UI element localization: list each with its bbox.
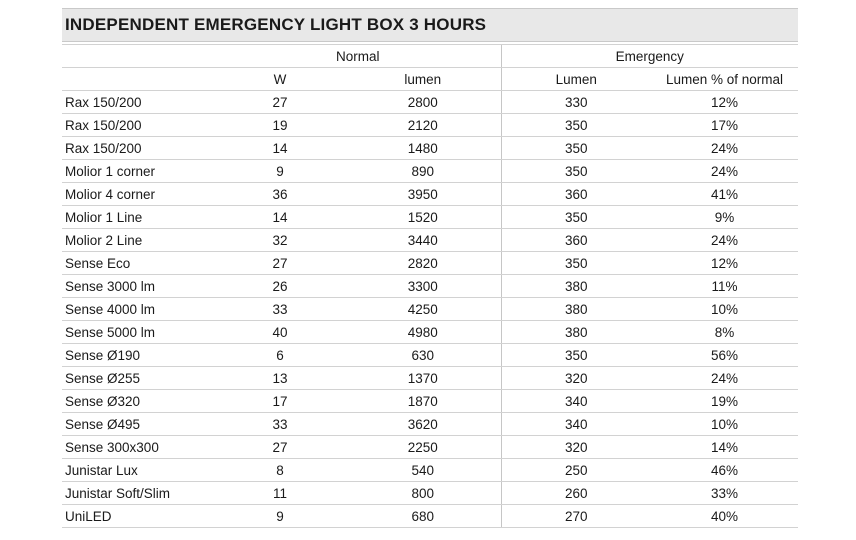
lumen-cell: 2120 (345, 114, 501, 137)
watt-cell: 9 (215, 505, 345, 528)
emergency-lumen-cell: 360 (501, 229, 651, 252)
lumen-cell: 2250 (345, 436, 501, 459)
lumen-cell: 1370 (345, 367, 501, 390)
watt-cell: 36 (215, 183, 345, 206)
product-name-cell: UniLED (62, 505, 215, 528)
emergency-lumen-cell: 340 (501, 413, 651, 436)
table-row (62, 275, 798, 298)
emergency-lumen-cell: 350 (501, 160, 651, 183)
lumen-cell: 630 (345, 344, 501, 367)
product-name-cell: Molior 1 Line (62, 206, 215, 229)
emergency-lumen-cell: 320 (501, 436, 651, 459)
emergency-lumen-cell: 380 (501, 275, 651, 298)
emergency-light-table-sheet (62, 8, 798, 528)
table-row (62, 91, 798, 114)
watt-cell: 26 (215, 275, 345, 298)
product-name-cell: Sense 5000 lm (62, 321, 215, 344)
column-header-row (62, 68, 798, 91)
table-row (62, 114, 798, 137)
product-name-cell: Sense 300x300 (62, 436, 215, 459)
watt-cell: 40 (215, 321, 345, 344)
lumen-cell: 3440 (345, 229, 501, 252)
lumen-cell: 540 (345, 459, 501, 482)
product-name-cell: Rax 150/200 (62, 91, 215, 114)
emergency-lumen-cell: 250 (501, 459, 651, 482)
emergency-percent-cell: 40% (651, 505, 798, 528)
table-row (62, 390, 798, 413)
product-name-cell: Sense Ø255 (62, 367, 215, 390)
emergency-percent-cell: 10% (651, 298, 798, 321)
emergency-lumen-column-header: Lumen (501, 68, 651, 91)
emergency-lumen-cell: 340 (501, 390, 651, 413)
product-name-cell: Sense Ø190 (62, 344, 215, 367)
table-row (62, 206, 798, 229)
watt-cell: 14 (215, 206, 345, 229)
watt-cell: 14 (215, 137, 345, 160)
product-name-cell: Molior 2 Line (62, 229, 215, 252)
emergency-percent-cell: 14% (651, 436, 798, 459)
product-name-cell: Sense Ø495 (62, 413, 215, 436)
emergency-percent-cell: 56% (651, 344, 798, 367)
data-table (62, 44, 798, 528)
table-body (62, 91, 798, 528)
table-row (62, 321, 798, 344)
lumen-cell: 1520 (345, 206, 501, 229)
lumen-cell: 4980 (345, 321, 501, 344)
watt-cell: 9 (215, 160, 345, 183)
watt-cell: 33 (215, 298, 345, 321)
product-name-cell: Rax 150/200 (62, 114, 215, 137)
emergency-percent-cell: 8% (651, 321, 798, 344)
watt-column-header: W (215, 68, 345, 91)
group-header-row (62, 45, 798, 68)
product-name-cell: Molior 1 corner (62, 160, 215, 183)
emergency-lumen-cell: 270 (501, 505, 651, 528)
emergency-lumen-cell: 380 (501, 298, 651, 321)
lumen-cell: 1870 (345, 390, 501, 413)
table-row (62, 344, 798, 367)
emergency-percent-cell: 12% (651, 252, 798, 275)
lumen-cell: 1480 (345, 137, 501, 160)
product-name-cell: Sense 4000 lm (62, 298, 215, 321)
emergency-lumen-cell: 320 (501, 367, 651, 390)
table-row (62, 183, 798, 206)
emergency-percent-cell: 10% (651, 413, 798, 436)
emergency-percent-cell: 24% (651, 160, 798, 183)
product-column-spacer (62, 45, 215, 68)
emergency-lumen-cell: 330 (501, 91, 651, 114)
product-name-cell: Sense 3000 lm (62, 275, 215, 298)
product-name-cell: Rax 150/200 (62, 137, 215, 160)
table-row (62, 367, 798, 390)
product-name-cell: Sense Eco (62, 252, 215, 275)
emergency-percent-cell: 41% (651, 183, 798, 206)
lumen-cell: 890 (345, 160, 501, 183)
emergency-percent-cell: 24% (651, 367, 798, 390)
lumen-cell: 3300 (345, 275, 501, 298)
emergency-group-header: Emergency (501, 45, 798, 68)
page-title: INDEPENDENT EMERGENCY LIGHT BOX 3 HOURS (65, 15, 487, 34)
emergency-percent-cell: 9% (651, 206, 798, 229)
lumen-cell: 3620 (345, 413, 501, 436)
emergency-percent-cell: 24% (651, 229, 798, 252)
watt-cell: 32 (215, 229, 345, 252)
watt-cell: 8 (215, 459, 345, 482)
lumen-column-header: lumen (345, 68, 501, 91)
lumen-cell: 800 (345, 482, 501, 505)
table-title-bar (62, 8, 798, 42)
product-column-header (62, 68, 215, 91)
emergency-percent-cell: 12% (651, 91, 798, 114)
product-name-cell: Molior 4 corner (62, 183, 215, 206)
table-row (62, 252, 798, 275)
emergency-lumen-cell: 380 (501, 321, 651, 344)
watt-cell: 27 (215, 252, 345, 275)
emergency-percent-cell: 11% (651, 275, 798, 298)
emergency-percent-cell: 24% (651, 137, 798, 160)
table-row (62, 436, 798, 459)
lumen-cell: 4250 (345, 298, 501, 321)
table-row (62, 160, 798, 183)
watt-cell: 27 (215, 91, 345, 114)
table-row (62, 413, 798, 436)
watt-cell: 27 (215, 436, 345, 459)
product-name-cell: Junistar Soft/Slim (62, 482, 215, 505)
emergency-lumen-cell: 350 (501, 206, 651, 229)
emergency-percent-column-header: Lumen % of normal (651, 68, 798, 91)
watt-cell: 6 (215, 344, 345, 367)
product-name-cell: Sense Ø320 (62, 390, 215, 413)
emergency-percent-cell: 33% (651, 482, 798, 505)
table-row (62, 229, 798, 252)
normal-group-header: Normal (215, 45, 501, 68)
table-row (62, 137, 798, 160)
watt-cell: 13 (215, 367, 345, 390)
lumen-cell: 3950 (345, 183, 501, 206)
lumen-cell: 2800 (345, 91, 501, 114)
emergency-lumen-cell: 350 (501, 114, 651, 137)
watt-cell: 17 (215, 390, 345, 413)
emergency-percent-cell: 46% (651, 459, 798, 482)
table-row (62, 459, 798, 482)
emergency-percent-cell: 19% (651, 390, 798, 413)
table-row (62, 482, 798, 505)
emergency-lumen-cell: 350 (501, 344, 651, 367)
emergency-percent-cell: 17% (651, 114, 798, 137)
watt-cell: 19 (215, 114, 345, 137)
table-row (62, 298, 798, 321)
emergency-lumen-cell: 350 (501, 252, 651, 275)
lumen-cell: 680 (345, 505, 501, 528)
product-name-cell: Junistar Lux (62, 459, 215, 482)
emergency-lumen-cell: 260 (501, 482, 651, 505)
watt-cell: 33 (215, 413, 345, 436)
table-row (62, 505, 798, 528)
emergency-lumen-cell: 360 (501, 183, 651, 206)
lumen-cell: 2820 (345, 252, 501, 275)
emergency-lumen-cell: 350 (501, 137, 651, 160)
watt-cell: 11 (215, 482, 345, 505)
